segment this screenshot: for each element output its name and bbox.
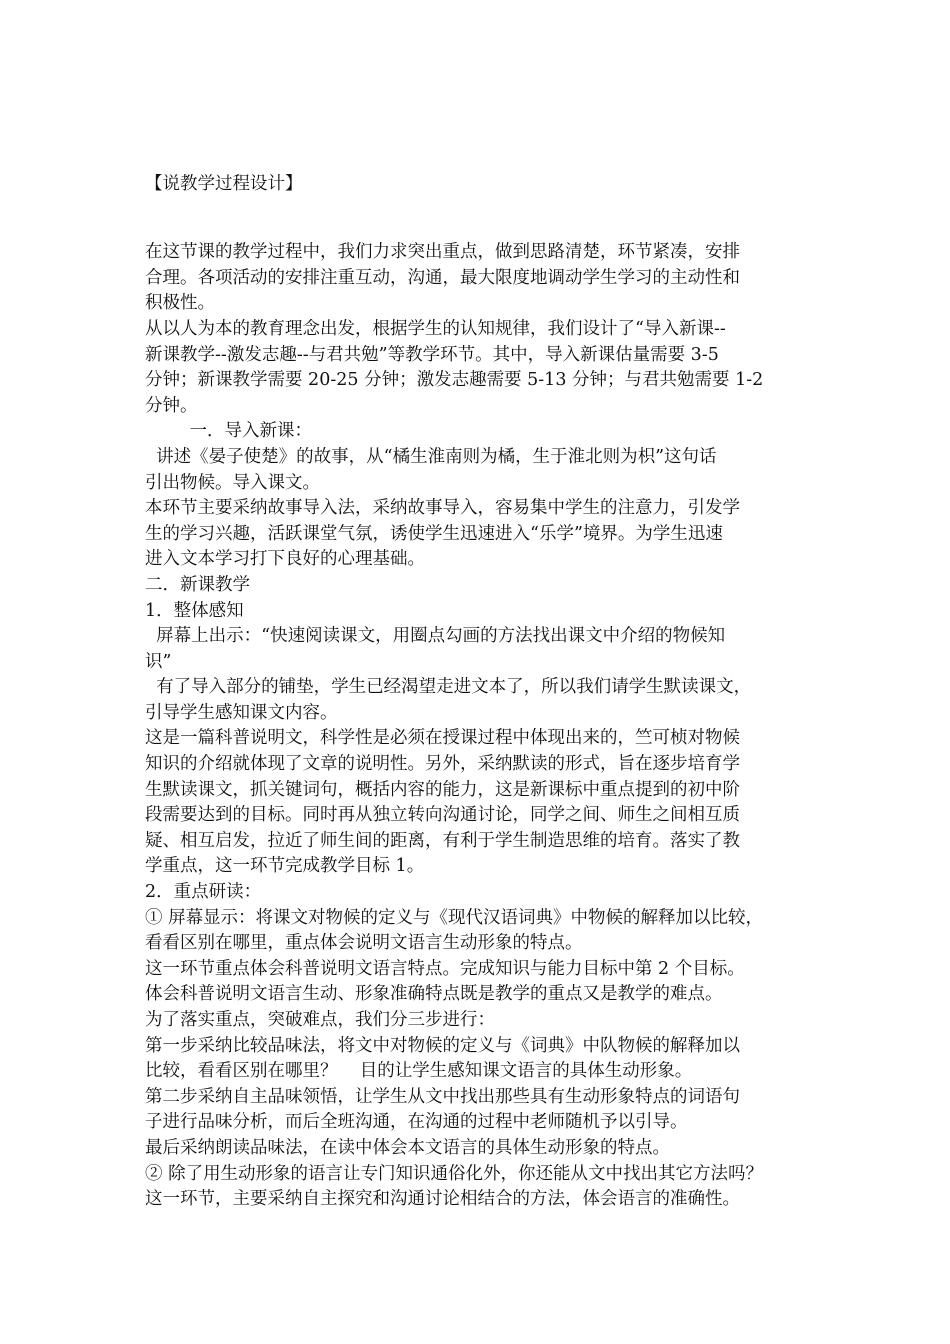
- text-line: 积极性。: [145, 293, 215, 314]
- paragraph-lines: [145, 240, 810, 1213]
- text-line: 为了落实重点，突破难点，我们分三步进行：: [145, 1010, 495, 1030]
- text-line: 段需要达到的目标。同时再从独立转向沟通讨论，同学之间、师生之间相互质: [145, 805, 740, 826]
- text-line: 这是一篇科普说明文，科学性是必须在授课过程中体现出来的，竺可桢对物候: [145, 728, 740, 749]
- text-line: 2．重点研读：: [145, 882, 262, 903]
- text-line: 进入文本学习打下良好的心理基础。: [145, 549, 425, 570]
- text-line: 引出物候。导入课文。: [145, 472, 320, 493]
- text-line: 第一步采纳比较品味法，将文中对物候的定义与《词典》中队物候的解释加以: [145, 1035, 740, 1056]
- text-line: 看看区别在哪里，重点体会说明文语言生动形象的特点。: [145, 933, 583, 954]
- text-line: 在这节课的教学过程中，我们力求突出重点，做到思路清楚，环节紧凑，安排: [145, 242, 740, 263]
- text-line: 分钟；新课教学需要 20-25 分钟；激发志趣需要 5-13 分钟；与君共勉需要 1-2: [145, 370, 764, 391]
- text-line: 比较，看看区别在哪里？ 目的让学生感知课文语言的具体生动形象。: [145, 1061, 693, 1082]
- text-line: ② 除了用生动形象的语言让专门知识通俗化外，你还能从文中找出其它方法吗？: [145, 1163, 764, 1184]
- text-line: 讲述《晏子使楚》的故事，从“橘生淮南则为橘，生于淮北则为枳”这句话: [145, 446, 717, 467]
- text-line: 知识的介绍就体现了文章的说明性。另外，采纳默读的形式，旨在逐步培育学: [145, 754, 740, 775]
- text-line: 这一环节重点体会科普说明文语言特点。完成知识与能力目标中第 2 个目标。: [145, 958, 745, 979]
- text-line: 从以人为本的教育理念出发，根据学生的认知规律，我们设计了“导入新课--: [145, 318, 726, 339]
- text-line: ① 屏幕显示：将课文对物候的定义与《现代汉语词典》中物候的解释加以比较，: [145, 907, 764, 928]
- text-line: 疑、相互启发，拉近了师生间的距离，有利于学生制造思维的培育。落实了教: [145, 830, 740, 851]
- text-line: 合理。各项活动的安排注重互动，沟通，最大限度地调动学生学习的主动性和: [145, 267, 740, 288]
- text-line: 有了导入部分的铺垫，学生已经渴望走进文本了，所以我们请学生默读课文，: [145, 677, 752, 698]
- document-body: [145, 172, 810, 1213]
- text-line: 生的学习兴趣，活跃课堂气氛，诱使学生迅速进入“乐学”境界。为学生迅速: [145, 523, 723, 544]
- section-heading: 【说教学过程设计】: [145, 174, 303, 194]
- text-line: 一．导入新课：: [145, 421, 313, 442]
- text-line: 子进行品味分析，而后全班沟通，在沟通的过程中老师随机予以引导。: [145, 1112, 688, 1133]
- text-line: 学重点，这一环节完成教学目标 1。: [145, 856, 425, 877]
- text-line: 分钟。: [145, 395, 198, 416]
- text-line: 本环节主要采纳故事导入法，采纳故事导入，容易集中学生的注意力，引发学: [145, 498, 740, 519]
- text-line: 二．新课教学: [145, 574, 250, 595]
- text-line: 引导学生感知课文内容。: [145, 702, 338, 723]
- text-line: 识”: [145, 651, 172, 672]
- text-line: 新课教学--激发志趣--与君共勉”等教学环节。其中，导入新课估量需要 3-5: [145, 344, 719, 365]
- blank-gap: [145, 215, 810, 241]
- text-line: 这一环节，主要采纳自主探究和沟通讨论相结合的方法，体会语言的准确性。: [145, 1189, 740, 1210]
- text-line: 最后采纳朗读品味法，在读中体会本文语言的具体生动形象的特点。: [145, 1137, 670, 1158]
- blank-gap: [145, 198, 810, 215]
- text-line: 第二步采纳自主品味领悟，让学生从文中找出那些具有生动形象特点的词语句: [145, 1086, 740, 1107]
- text-line: 屏幕上出示：“快速阅读课文，用圈点勾画的方法找出课文中介绍的物候知: [145, 626, 726, 647]
- text-line: 1．整体感知: [145, 600, 244, 621]
- text-line: 生默读课文，抓关键词句，概括内容的能力，这是新课标中重点提到的初中阶: [145, 779, 740, 800]
- text-line: 体会科普说明文语言生动、形象准确特点既是教学的重点又是教学的难点。: [145, 984, 723, 1005]
